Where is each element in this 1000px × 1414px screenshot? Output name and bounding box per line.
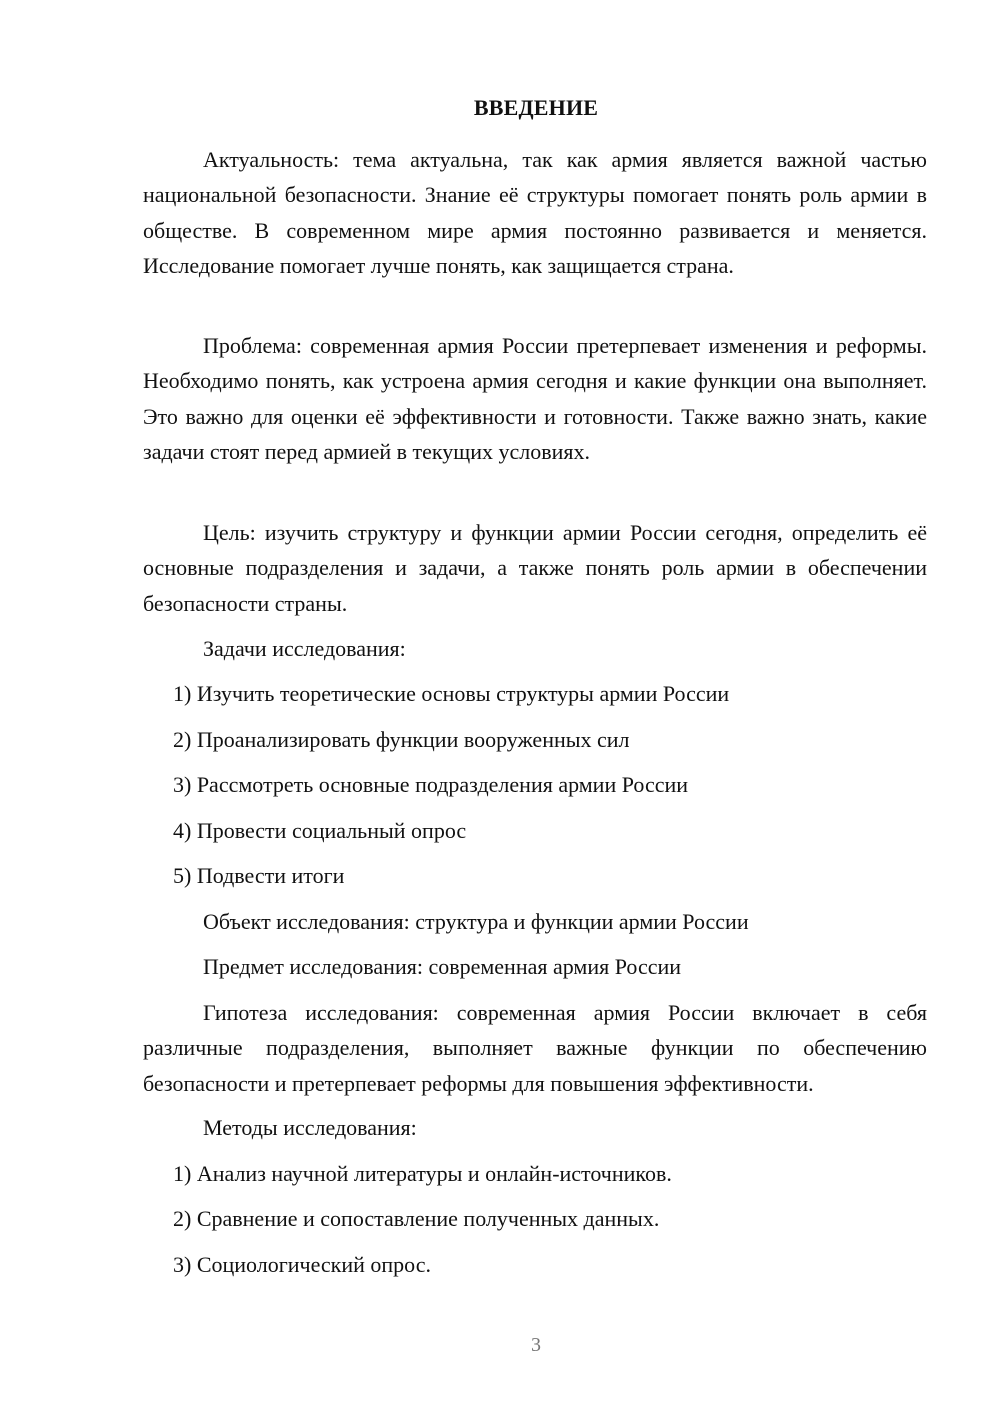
page-title: ВВЕДЕНИЕ [473,95,599,120]
problem-paragraph: Проблема: современная армия России претерпевает изменения и реформы. Необходимо понять, как устроена армия сегодня и какие функции она выполняет. Это важно для оценки её эффективности и готовности. Также важно знать, какие задачи стоят перед армией в текущих условиях. [143,333,927,464]
methods-heading: Методы исследования: [203,1115,417,1140]
research-subject: Предмет исследования: современная армия России [203,954,682,979]
task-item: 1) Изучить теоретические основы структуры армии России [173,681,730,706]
method-item: 1) Анализ научной литературы и онлайн-источников. [173,1161,672,1186]
page-number: 3 [531,1334,541,1356]
method-item: 2) Сравнение и сопоставление полученных данных. [173,1206,660,1231]
research-object: Объект исследования: структура и функции армии России [203,909,749,934]
task-item: 4) Провести социальный опрос [173,818,467,843]
task-item: 5) Подвести итоги [173,863,345,888]
goal-paragraph: Цель: изучить структуру и функции армии России сегодня, определить её основные подразделения и задачи, а также понять роль армии в обеспечении безопасности страны. [143,520,927,616]
task-item: 2) Проанализировать функции вооруженных сил [173,727,630,752]
relevance-paragraph: Актуальность: тема актуальна, так как армия является важной частью национальной безопасности. Знание её структуры помогает понять роль армии в обществе. В современном мире армия постоянно развивается и меняется. Исследование помогает лучше понять, как защищается страна. [143,147,927,278]
tasks-heading: Задачи исследования: [203,636,406,661]
method-item: 3) Социологический опрос. [173,1252,431,1277]
task-item: 3) Рассмотреть основные подразделения армии России [173,772,689,797]
hypothesis-paragraph: Гипотеза исследования: современная армия России включает в себя различные подразделения, выполняет важные функции по обеспечению безопасности и претерпевает реформы для повышения эффективности. [143,1000,927,1096]
